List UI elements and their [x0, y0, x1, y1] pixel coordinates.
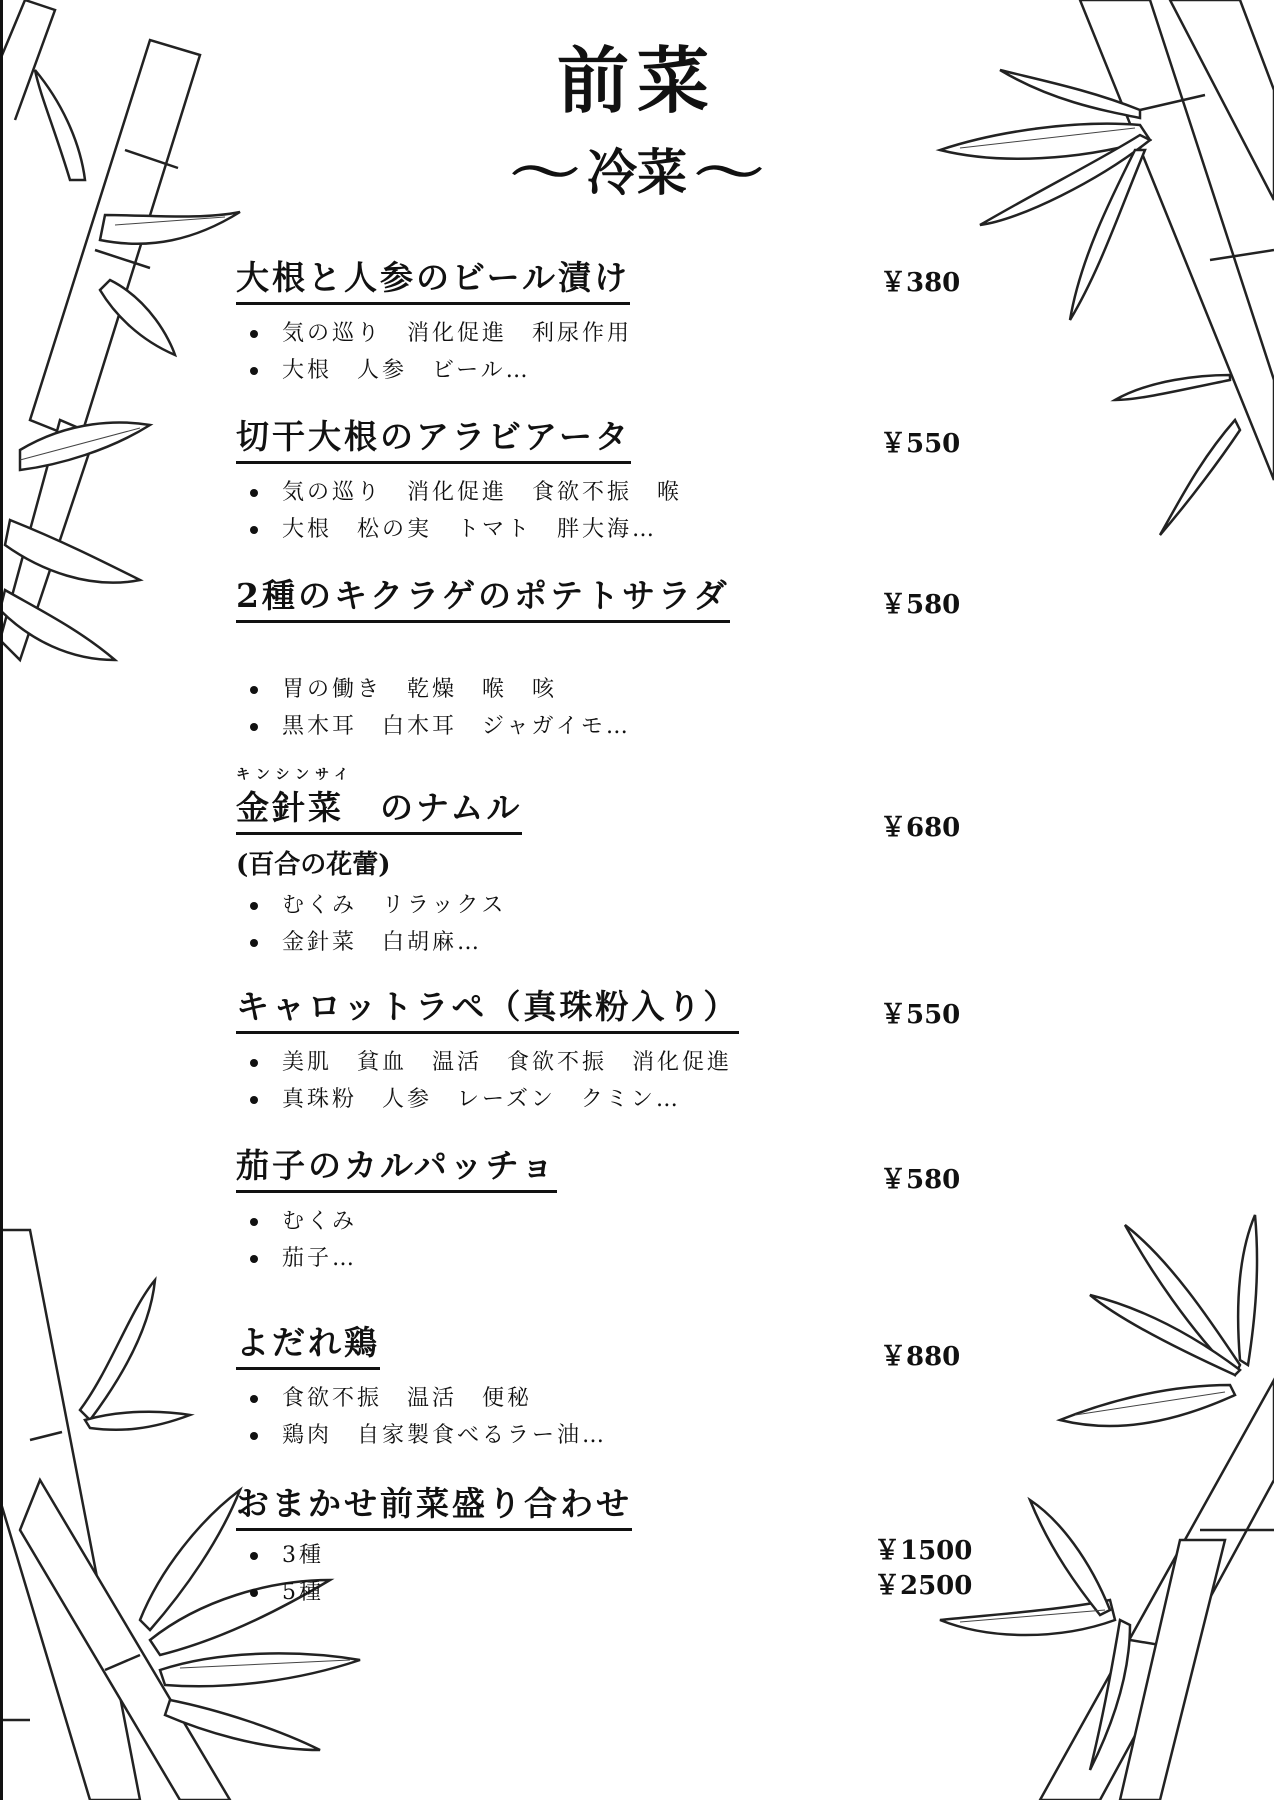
item-price: ￥580 — [880, 590, 961, 620]
detail-bullet: 胃の働き 乾燥 喉 咳 — [236, 671, 996, 708]
item-name: 2種のキクラゲのポテトサラダ — [236, 574, 730, 623]
detail-bullet: むくみ — [236, 1203, 996, 1240]
item-price: ￥2500 — [874, 1571, 973, 1601]
page-border — [0, 0, 3, 1800]
item-details — [236, 474, 996, 548]
item-price: ￥550 — [880, 1000, 961, 1030]
item-price: ￥680 — [880, 813, 961, 843]
item-price: ￥880 — [880, 1342, 961, 1372]
detail-bullet: 真珠粉 人参 レーズン クミン… — [236, 1081, 996, 1118]
subtitle-dash-left: 〜 — [509, 143, 580, 202]
item-details — [236, 671, 996, 745]
menu-title: 前菜 — [556, 38, 717, 123]
item-details — [236, 1380, 996, 1454]
detail-bullet: 茄子… — [236, 1240, 996, 1277]
item-price: ￥580 — [880, 1165, 961, 1195]
detail-bullet: 気の巡り 消化促進 利尿作用 — [236, 315, 996, 352]
detail-bullet: むくみ リラックス — [236, 887, 996, 924]
item-details — [236, 1044, 996, 1118]
item-details — [236, 887, 996, 961]
detail-bullet: 大根 松の実 トマト 胖大海… — [236, 511, 996, 548]
detail-bullet: 金針菜 白胡麻… — [236, 924, 996, 961]
item-price: ￥550 — [880, 429, 961, 459]
detail-bullet: 3種 — [236, 1537, 996, 1574]
item-note: (百合の花蕾) — [236, 850, 391, 880]
subtitle-text: 冷菜 — [587, 143, 687, 202]
item-name — [236, 766, 522, 835]
item-details — [236, 1203, 996, 1277]
item-name: 茄子のカルパッチョ — [236, 1144, 557, 1193]
item-name-text: 金針菜 のナムル — [236, 788, 523, 827]
detail-bullet: 鶏肉 自家製食べるラー油… — [236, 1417, 996, 1454]
detail-bullet: 美肌 貧血 温活 食欲不振 消化促進 — [236, 1044, 996, 1081]
detail-bullet: 食欲不振 温活 便秘 — [236, 1380, 996, 1417]
item-price: ￥380 — [880, 268, 961, 298]
menu-item — [236, 766, 996, 961]
subtitle-dash-right: 〜 — [694, 143, 765, 202]
item-name-ruby: キンシンサイ — [236, 767, 355, 783]
item-name: おまかせ前菜盛り合わせ — [236, 1482, 632, 1531]
detail-bullet: 大根 人参 ビール… — [236, 352, 996, 389]
detail-bullet: 5種 — [236, 1574, 996, 1611]
detail-bullet: 黒木耳 白木耳 ジャガイモ… — [236, 708, 996, 745]
item-details — [236, 315, 996, 389]
item-name: 大根と人参のビール漬け — [236, 256, 630, 305]
item-price: ￥1500 — [874, 1536, 973, 1566]
item-name: キャロットラペ（真珠粉入り） — [236, 985, 739, 1034]
item-price-list — [874, 1534, 1004, 1604]
item-name: よだれ鶏 — [236, 1321, 380, 1370]
item-name: 切干大根のアラビアータ — [236, 415, 631, 464]
detail-bullet: 気の巡り 消化促進 食欲不振 喉 — [236, 474, 996, 511]
menu-subtitle — [0, 140, 1274, 206]
